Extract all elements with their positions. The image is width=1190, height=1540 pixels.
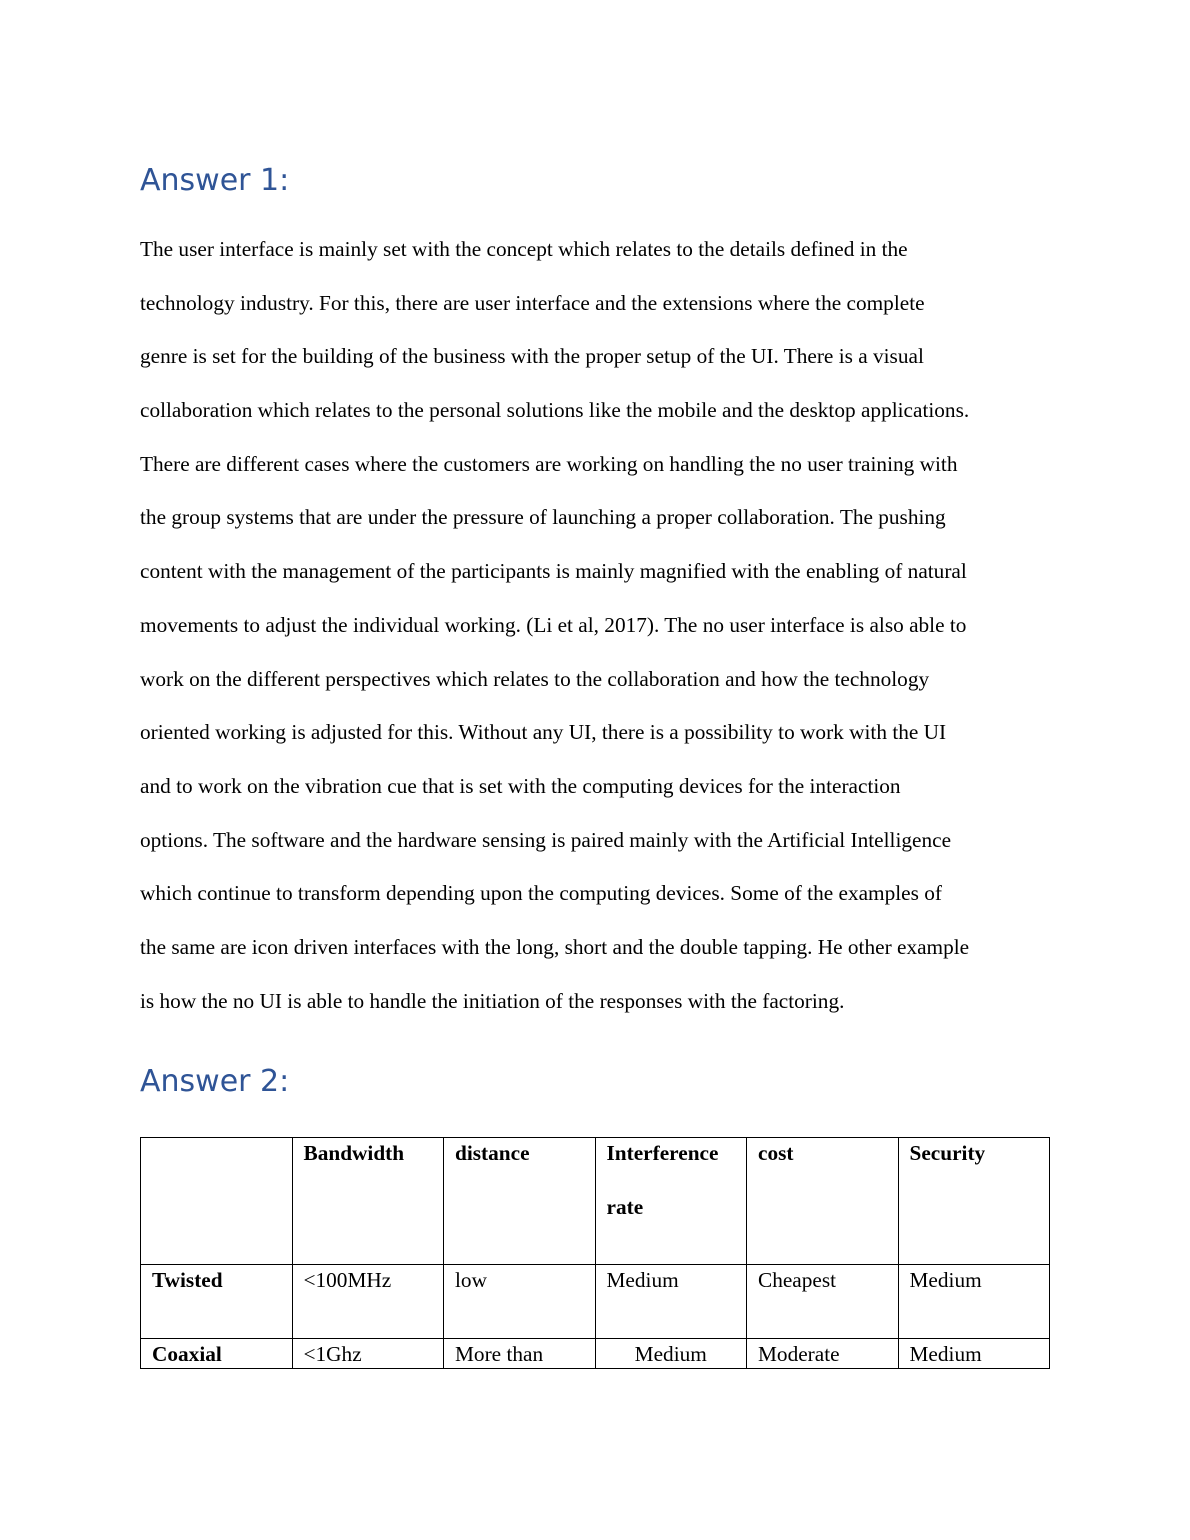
- paragraph-line: work on the different perspectives which relates to the collaboration and how the technology: [140, 666, 930, 691]
- paragraph-line: technology industry. For this, there are user interface and the extensions where the complete: [140, 290, 925, 315]
- paragraph-line: content with the management of the participants is mainly magnified with the enabling of natural: [140, 559, 967, 584]
- table-cell: Cheapest: [747, 1265, 899, 1339]
- table-cell: <100MHz: [292, 1265, 444, 1339]
- answer-1-paragraph: [140, 231, 1050, 1036]
- row-label-cell: Twisted: [141, 1265, 293, 1339]
- table-header-cell: [898, 1138, 1050, 1265]
- table-cell: Medium: [898, 1265, 1050, 1339]
- header-cost: cost: [758, 1141, 794, 1165]
- table-cell: <1Ghz: [292, 1339, 444, 1369]
- table-header-cell: [444, 1138, 596, 1265]
- paragraph-line: oriented working is adjusted for this. Without any UI, there is a possibility to work with the UI: [140, 720, 947, 745]
- paragraph-line: the group systems that are under the pressure of launching a proper collaboration. The pushing: [140, 505, 946, 530]
- cable-comparison-table: [140, 1137, 1050, 1369]
- header-interference-rate: Interference rate: [606, 1141, 719, 1219]
- paragraph-line: the same are icon driven interfaces with the long, short and the double tapping. He other example: [140, 934, 970, 959]
- table-header-cell-empty: [141, 1138, 293, 1265]
- paragraph-line: and to work on the vibration cue that is set with the computing devices for the interaction: [140, 773, 901, 798]
- row-label-cell: Coaxial: [141, 1339, 293, 1369]
- paragraph-line: is how the no UI is able to handle the initiation of the responses with the factoring.: [140, 988, 845, 1013]
- table-cell: More than: [444, 1339, 596, 1369]
- paragraph-line: The user interface is mainly set with the concept which relates to the details defined in the: [140, 237, 908, 261]
- table-cell: Medium: [898, 1339, 1050, 1369]
- table-cell: Medium: [595, 1339, 747, 1369]
- table-row: [141, 1339, 1050, 1369]
- paragraph-line: genre is set for the building of the business with the proper setup of the UI. There is a visual: [140, 344, 924, 369]
- table-row: [141, 1265, 1050, 1339]
- header-bandwidth: Bandwidth: [303, 1141, 405, 1165]
- answer-2-heading: Answer 2:: [140, 1064, 290, 1099]
- table-cell: low: [444, 1265, 596, 1339]
- paragraph-line: which continue to transform depending upon the computing devices. Some of the examples of: [140, 881, 942, 906]
- table-header-cell: [292, 1138, 444, 1265]
- header-distance: distance: [455, 1141, 530, 1165]
- table-header-cell: [595, 1138, 747, 1265]
- paragraph-line: movements to adjust the individual working. (Li et al, 2017). The no user interface is also able to: [140, 612, 967, 637]
- paragraph-line: options. The software and the hardware sensing is paired mainly with the Artificial Intelligence: [140, 827, 952, 852]
- paragraph-line: collaboration which relates to the personal solutions like the mobile and the desktop applications.: [140, 398, 970, 423]
- table-header-cell: [747, 1138, 899, 1265]
- table-header-row: [141, 1138, 1050, 1265]
- header-security: Security: [909, 1141, 986, 1165]
- answer-1-heading: Answer 1:: [140, 163, 290, 198]
- table-cell: Moderate: [747, 1339, 899, 1369]
- table-cell: Medium: [595, 1265, 747, 1339]
- paragraph-line: There are different cases where the customers are working on handling the no user training with: [140, 451, 958, 476]
